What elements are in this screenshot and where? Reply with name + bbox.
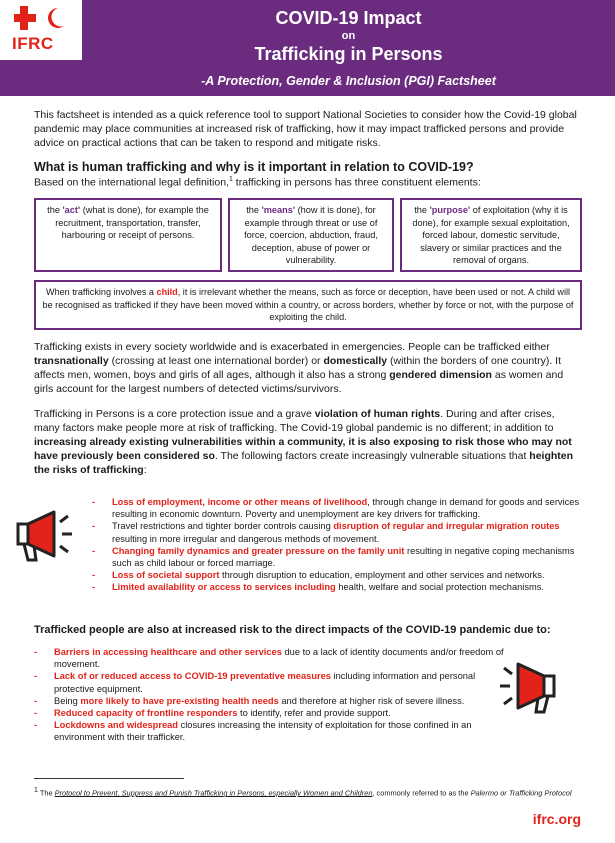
paragraph-trafficking-exists: Trafficking exists in every society worldwide and is exacerbated in emergencies. People can be trafficked either transnationally (crossing at least one international border) or domestically (within the borders of one country). It affects men, women, boys and girls of all ages, although it also has a strong gendered dimension as women and girls account for the largest numbers of detected victims/survivors. — [34, 341, 564, 395]
section-heading-definition: What is human trafficking and why is it important in relation to COVID-19? — [34, 160, 474, 174]
footnote: $^1$ The Protocol to Prevent, Suppress and Punish Trafficking in Persons, especially Women and Children, commonly referred to as the Palermo or Trafficking Protocol — [34, 787, 572, 798]
element-key-means: 'means' — [261, 205, 296, 215]
title-line-2: on — [341, 30, 356, 42]
definition-subtitle: Based on the international legal definition,$^1$ trafficking in persons has three constituent elements: — [34, 176, 481, 189]
megaphone-icon — [14, 508, 78, 564]
red-cross-crescent-icon — [14, 6, 66, 30]
title-line-1: COVID-19 Impact — [275, 8, 422, 28]
list-item: - Lack of or reduced access to COVID-19 preventative measures including information and personal protective equipment. — [34, 670, 504, 694]
section-heading-direct-impacts: Trafficked people are also at increased risk to the direct impacts of the COVID-19 pandemic due to: — [34, 624, 551, 636]
logo-text: IFRC — [12, 34, 54, 53]
list-item: - Changing family dynamics and greater pressure on the family unit resulting in negative coping mechanisms such as child labour or forced marriage. — [92, 545, 582, 569]
direct-impacts-list — [34, 646, 504, 744]
list-item: - Travel restrictions and tighter border controls causing disruption of regular and irregular migration routes resulting in more irregular and dangerous methods of movement. — [92, 520, 582, 544]
element-box-means: the 'means' (how it is done), for example through threat or use of force, coercion, abduction, fraud, deception, abuse of power or vulnerability. — [228, 198, 394, 272]
header-banner — [0, 0, 615, 96]
list-item: - Limited availability or access to services including health, welfare and social protection mechanisms. — [92, 581, 582, 593]
website-link[interactable]: ifrc.org — [532, 811, 581, 827]
subtitle: -A Protection, Gender & Inclusion (PGI) Factsheet — [201, 74, 496, 88]
list-item: - Reduced capacity of frontline responders to identify, refer and provide support. — [34, 707, 504, 719]
element-key-purpose: 'purpose' — [429, 205, 471, 215]
list-item: - Barriers in accessing healthcare and other services due to a lack of identity documents and/or freedom of movement. — [34, 646, 504, 670]
risk-factors-list — [92, 496, 582, 594]
element-key-act: 'act' — [62, 205, 81, 215]
child-trafficking-box: When trafficking involves a child, it is irrelevant whether the means, such as force or deception, have been used or not. A child will be recognised as trafficked if they have been moved within a country, or across borders, whether by force or not, with the purpose of exploiting the child. — [34, 280, 582, 330]
title-line-3: Trafficking in Persons — [254, 44, 443, 64]
element-box-purpose: the 'purpose' of exploitation (why it is done), for example sexual exploitation, forced labour, domestic servitude, slavery or similar practices and the removal of organs. — [400, 198, 582, 272]
megaphone-icon — [494, 660, 558, 716]
list-item: - Loss of employment, income or other means of livelihood, through change in demand for goods and services resulting in economic downturn. Poverty and unemployment are key drivers for trafficking. — [92, 496, 582, 520]
element-box-act: the 'act' (what is done), for example the recruitment, transportation, transfer, harbouring or receipt of persons. — [34, 198, 222, 272]
footnote-ref: 1 — [228, 176, 233, 183]
paragraph-protection-issue: Trafficking in Persons is a core protection issue and a grave violation of human rights. During and after crises, many factors make people more at risk of trafficking. The Covid-19 global pandemic is no different; in addition to increasing already existing vulnerabilities within a community, it is also exposing to risk those who may not have previously been considered so. The following factors create increasingly vulnerable situations that heighten the risks of trafficking: — [34, 408, 574, 476]
protocol-link[interactable]: Protocol to Prevent, Suppress and Punish Trafficking in Persons, especially Women and Children — [54, 788, 373, 798]
footnote-divider — [34, 778, 184, 779]
ifrc-logo — [0, 0, 82, 60]
child-key: child — [156, 287, 178, 297]
list-item: - Lockdowns and widespread closures increasing the intensity of exploitation for those confined in an environment with their trafficker. — [34, 719, 504, 743]
list-item: - Loss of societal support through disruption to education, employment and other services and networks. — [92, 569, 582, 581]
intro-paragraph: This factsheet is intended as a quick reference tool to support National Societies to consider how the Covid-19 global pandemic may place communities at increased risk of trafficking, how it may impact trafficked persons and provide advice on practical actions that can be taken to respond and mitigate risks. — [34, 109, 577, 149]
list-item: - Being more likely to have pre-existing health needs and therefore at higher risk of severe illness. — [34, 695, 504, 707]
